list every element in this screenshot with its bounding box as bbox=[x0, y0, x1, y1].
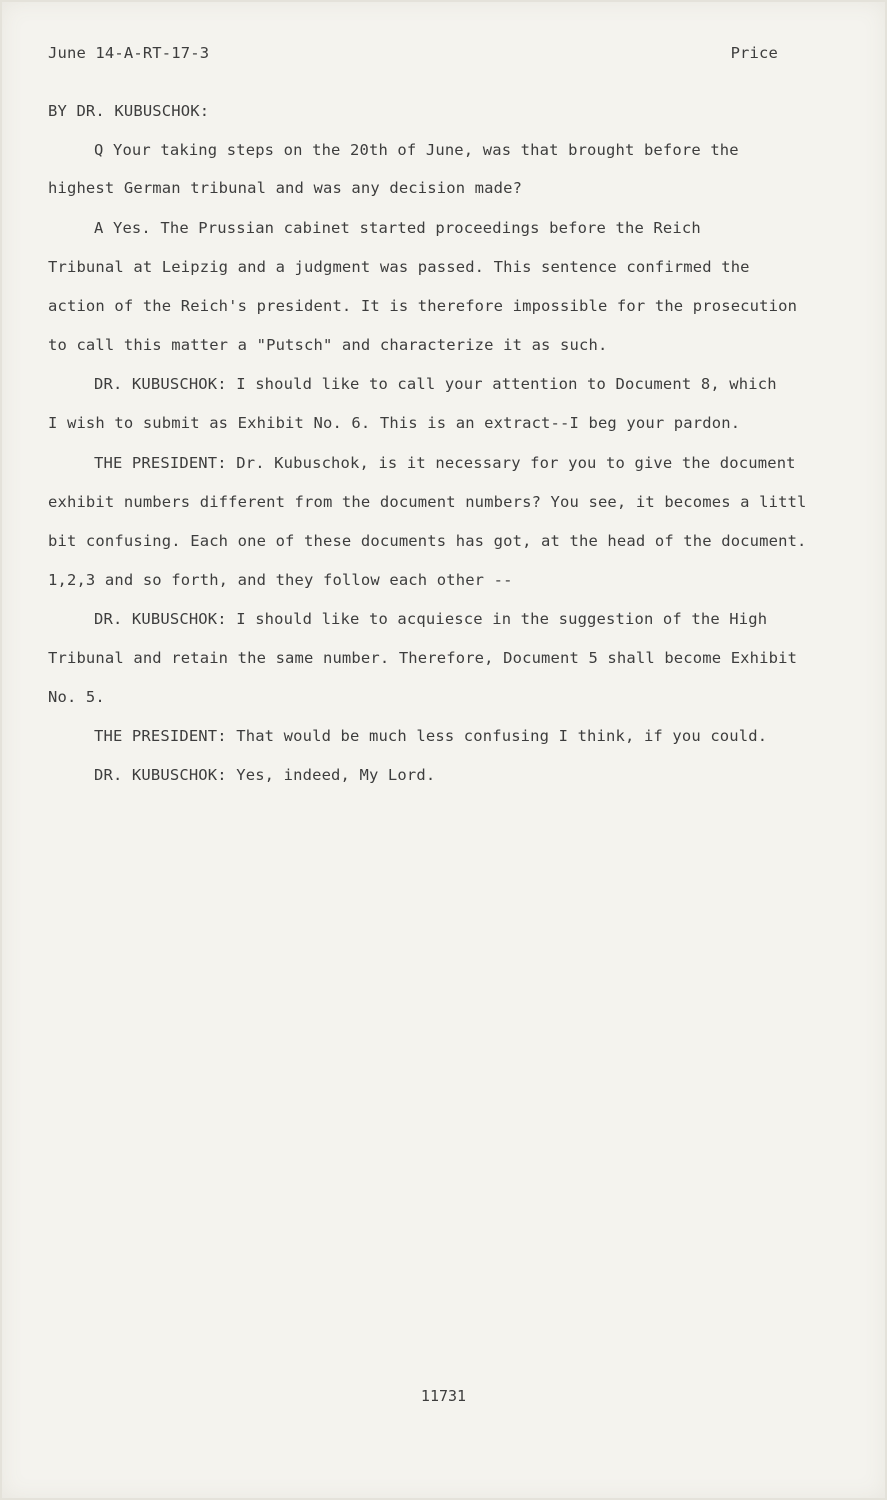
transcript-line: action of the Reich's president. It is therefore impossible for the prosecution bbox=[48, 297, 798, 315]
transcript-line: DR. KUBUSCHOK: Yes, indeed, My Lord. bbox=[94, 766, 436, 784]
transcript-line: highest German tribunal and was any decision made? bbox=[48, 179, 523, 197]
page-reference: June 14-A-RT-17-3 bbox=[48, 44, 210, 62]
transcript-line: bit confusing. Each one of these documents has got, at the head of the document. bbox=[48, 532, 807, 550]
transcript-line: Tribunal and retain the same number. Therefore, Document 5 shall become Exhibit bbox=[48, 649, 798, 667]
transcript-line: DR. KUBUSCHOK: I should like to call your attention to Document 8, which bbox=[94, 375, 777, 393]
transcript-line: Tribunal at Leipzig and a judgment was passed. This sentence confirmed the bbox=[48, 258, 750, 276]
transcript-line: Q Your taking steps on the 20th of June, was that brought before the bbox=[94, 141, 739, 159]
transcript-line: DR. KUBUSCHOK: I should like to acquiesce in the suggestion of the High bbox=[94, 610, 768, 628]
witness-name: Price bbox=[730, 44, 778, 62]
transcript-line: exhibit numbers different from the document numbers? You see, it becomes a littl bbox=[48, 493, 807, 511]
transcript-line: I wish to submit as Exhibit No. 6. This is an extract--I beg your pardon. bbox=[48, 414, 741, 432]
transcript-line: to call this matter a "Putsch" and characterize it as such. bbox=[48, 336, 608, 354]
transcript-line: A Yes. The Prussian cabinet started proceedings before the Reich bbox=[94, 219, 701, 237]
transcript-line: THE PRESIDENT: That would be much less confusing I think, if you could. bbox=[94, 727, 768, 745]
transcript-line: 1,2,3 and so forth, and they follow each other -- bbox=[48, 571, 513, 589]
transcript-line: No. 5. bbox=[48, 688, 105, 706]
page-number: 11731 bbox=[420, 1387, 467, 1405]
examiner-heading: BY DR. KUBUSCHOK: bbox=[48, 102, 210, 120]
transcript-line: THE PRESIDENT: Dr. Kubuschok, is it necessary for you to give the document bbox=[94, 454, 796, 472]
